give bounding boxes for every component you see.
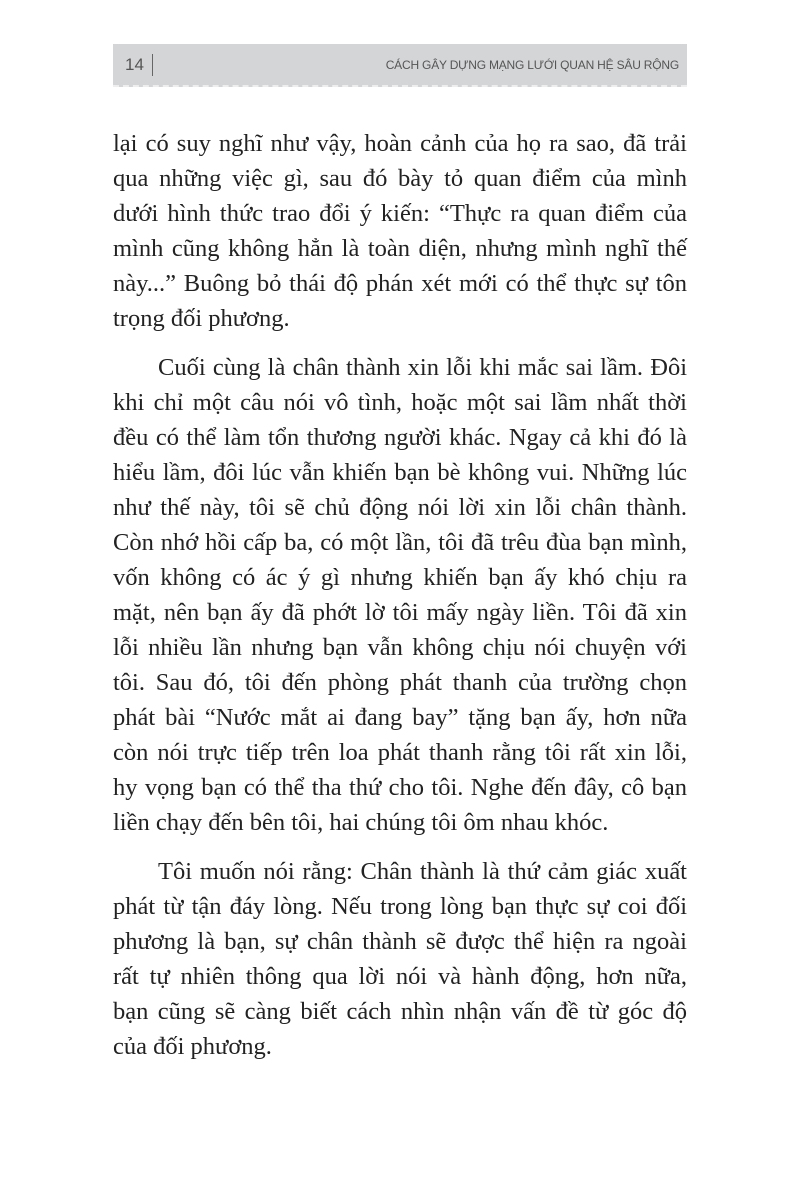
- text-line: trọng đối phương.: [113, 305, 290, 332]
- text-line: hy vọng bạn có thể tha thứ cho tôi. Nghe đến đây, cô bạn: [113, 774, 687, 801]
- text-line: phát từ tận đáy lòng. Nếu trong lòng bạn thực sự coi đối: [113, 893, 687, 920]
- book-title: CÁCH GÂY DỰNG MẠNG LƯỚI QUAN HỆ SÂU RỘNG: [385, 58, 679, 72]
- text-line: tôi. Sau đó, tôi đến phòng phát thanh của trường chọn: [113, 669, 687, 696]
- text-line: mặt, nên bạn ấy đã phớt lờ tôi mấy ngày liền. Tôi đã xin: [113, 599, 687, 626]
- text-line: phát bài “Nước mắt ai đang bay” tặng bạn ấy, hơn nữa: [113, 704, 687, 731]
- text-line: qua những việc gì, sau đó bày tỏ quan điểm của mình: [113, 165, 687, 192]
- text-line: lại có suy nghĩ như vậy, hoàn cảnh của họ ra sao, đã trải: [113, 130, 687, 157]
- running-header: [113, 44, 687, 87]
- text-line: dưới hình thức trao đổi ý kiến: “Thực ra quan điểm của: [113, 200, 687, 227]
- text-line: rất tự nhiên thông qua lời nói và hành động, hơn nữa,: [113, 963, 687, 990]
- text-line: Còn nhớ hồi cấp ba, có một lần, tôi đã trêu đùa bạn mình,: [113, 529, 687, 556]
- paragraph-3: [113, 854, 687, 1064]
- text-line: còn nói trực tiếp trên loa phát thanh rằng tôi rất xin lỗi,: [113, 739, 687, 766]
- text-line: mình cũng không hẳn là toàn diện, nhưng mình nghĩ thế: [113, 235, 687, 262]
- text-line: của đối phương.: [113, 1033, 272, 1060]
- text-line: Cuối cùng là chân thành xin lỗi khi mắc sai lầm. Đôi: [158, 354, 687, 381]
- text-line: lỗi nhiều lần nhưng bạn vẫn không chịu nói chuyện với: [113, 634, 687, 661]
- paragraph-1: [113, 126, 687, 336]
- text-line: này...” Buông bỏ thái độ phán xét mới có thể thực sự tôn: [113, 270, 687, 297]
- body-text: [113, 126, 687, 1078]
- text-line: bạn cũng sẽ càng biết cách nhìn nhận vấn đề từ góc độ: [113, 998, 687, 1025]
- text-line: vốn không có ác ý gì nhưng khiến bạn ấy khó chịu ra: [113, 564, 687, 591]
- page-number: 14: [125, 55, 144, 74]
- text-line: như thế này, tôi sẽ chủ động nói lời xin lỗi chân thành.: [113, 494, 687, 521]
- paragraph-2: [113, 350, 687, 840]
- header-divider: [152, 54, 153, 76]
- text-line: Tôi muốn nói rằng: Chân thành là thứ cảm giác xuất: [158, 858, 687, 885]
- text-line: khi chỉ một câu nói vô tình, hoặc một sai lầm nhất thời: [113, 389, 687, 416]
- text-line: liền chạy đến bên tôi, hai chúng tôi ôm nhau khóc.: [113, 809, 609, 836]
- text-line: đều có thể làm tổn thương người khác. Ngay cả khi đó là: [113, 424, 687, 451]
- text-line: hiểu lầm, đôi lúc vẫn khiến bạn bè không vui. Những lúc: [113, 459, 687, 486]
- text-line: phương là bạn, sự chân thành sẽ được thể hiện ra ngoài: [113, 928, 687, 955]
